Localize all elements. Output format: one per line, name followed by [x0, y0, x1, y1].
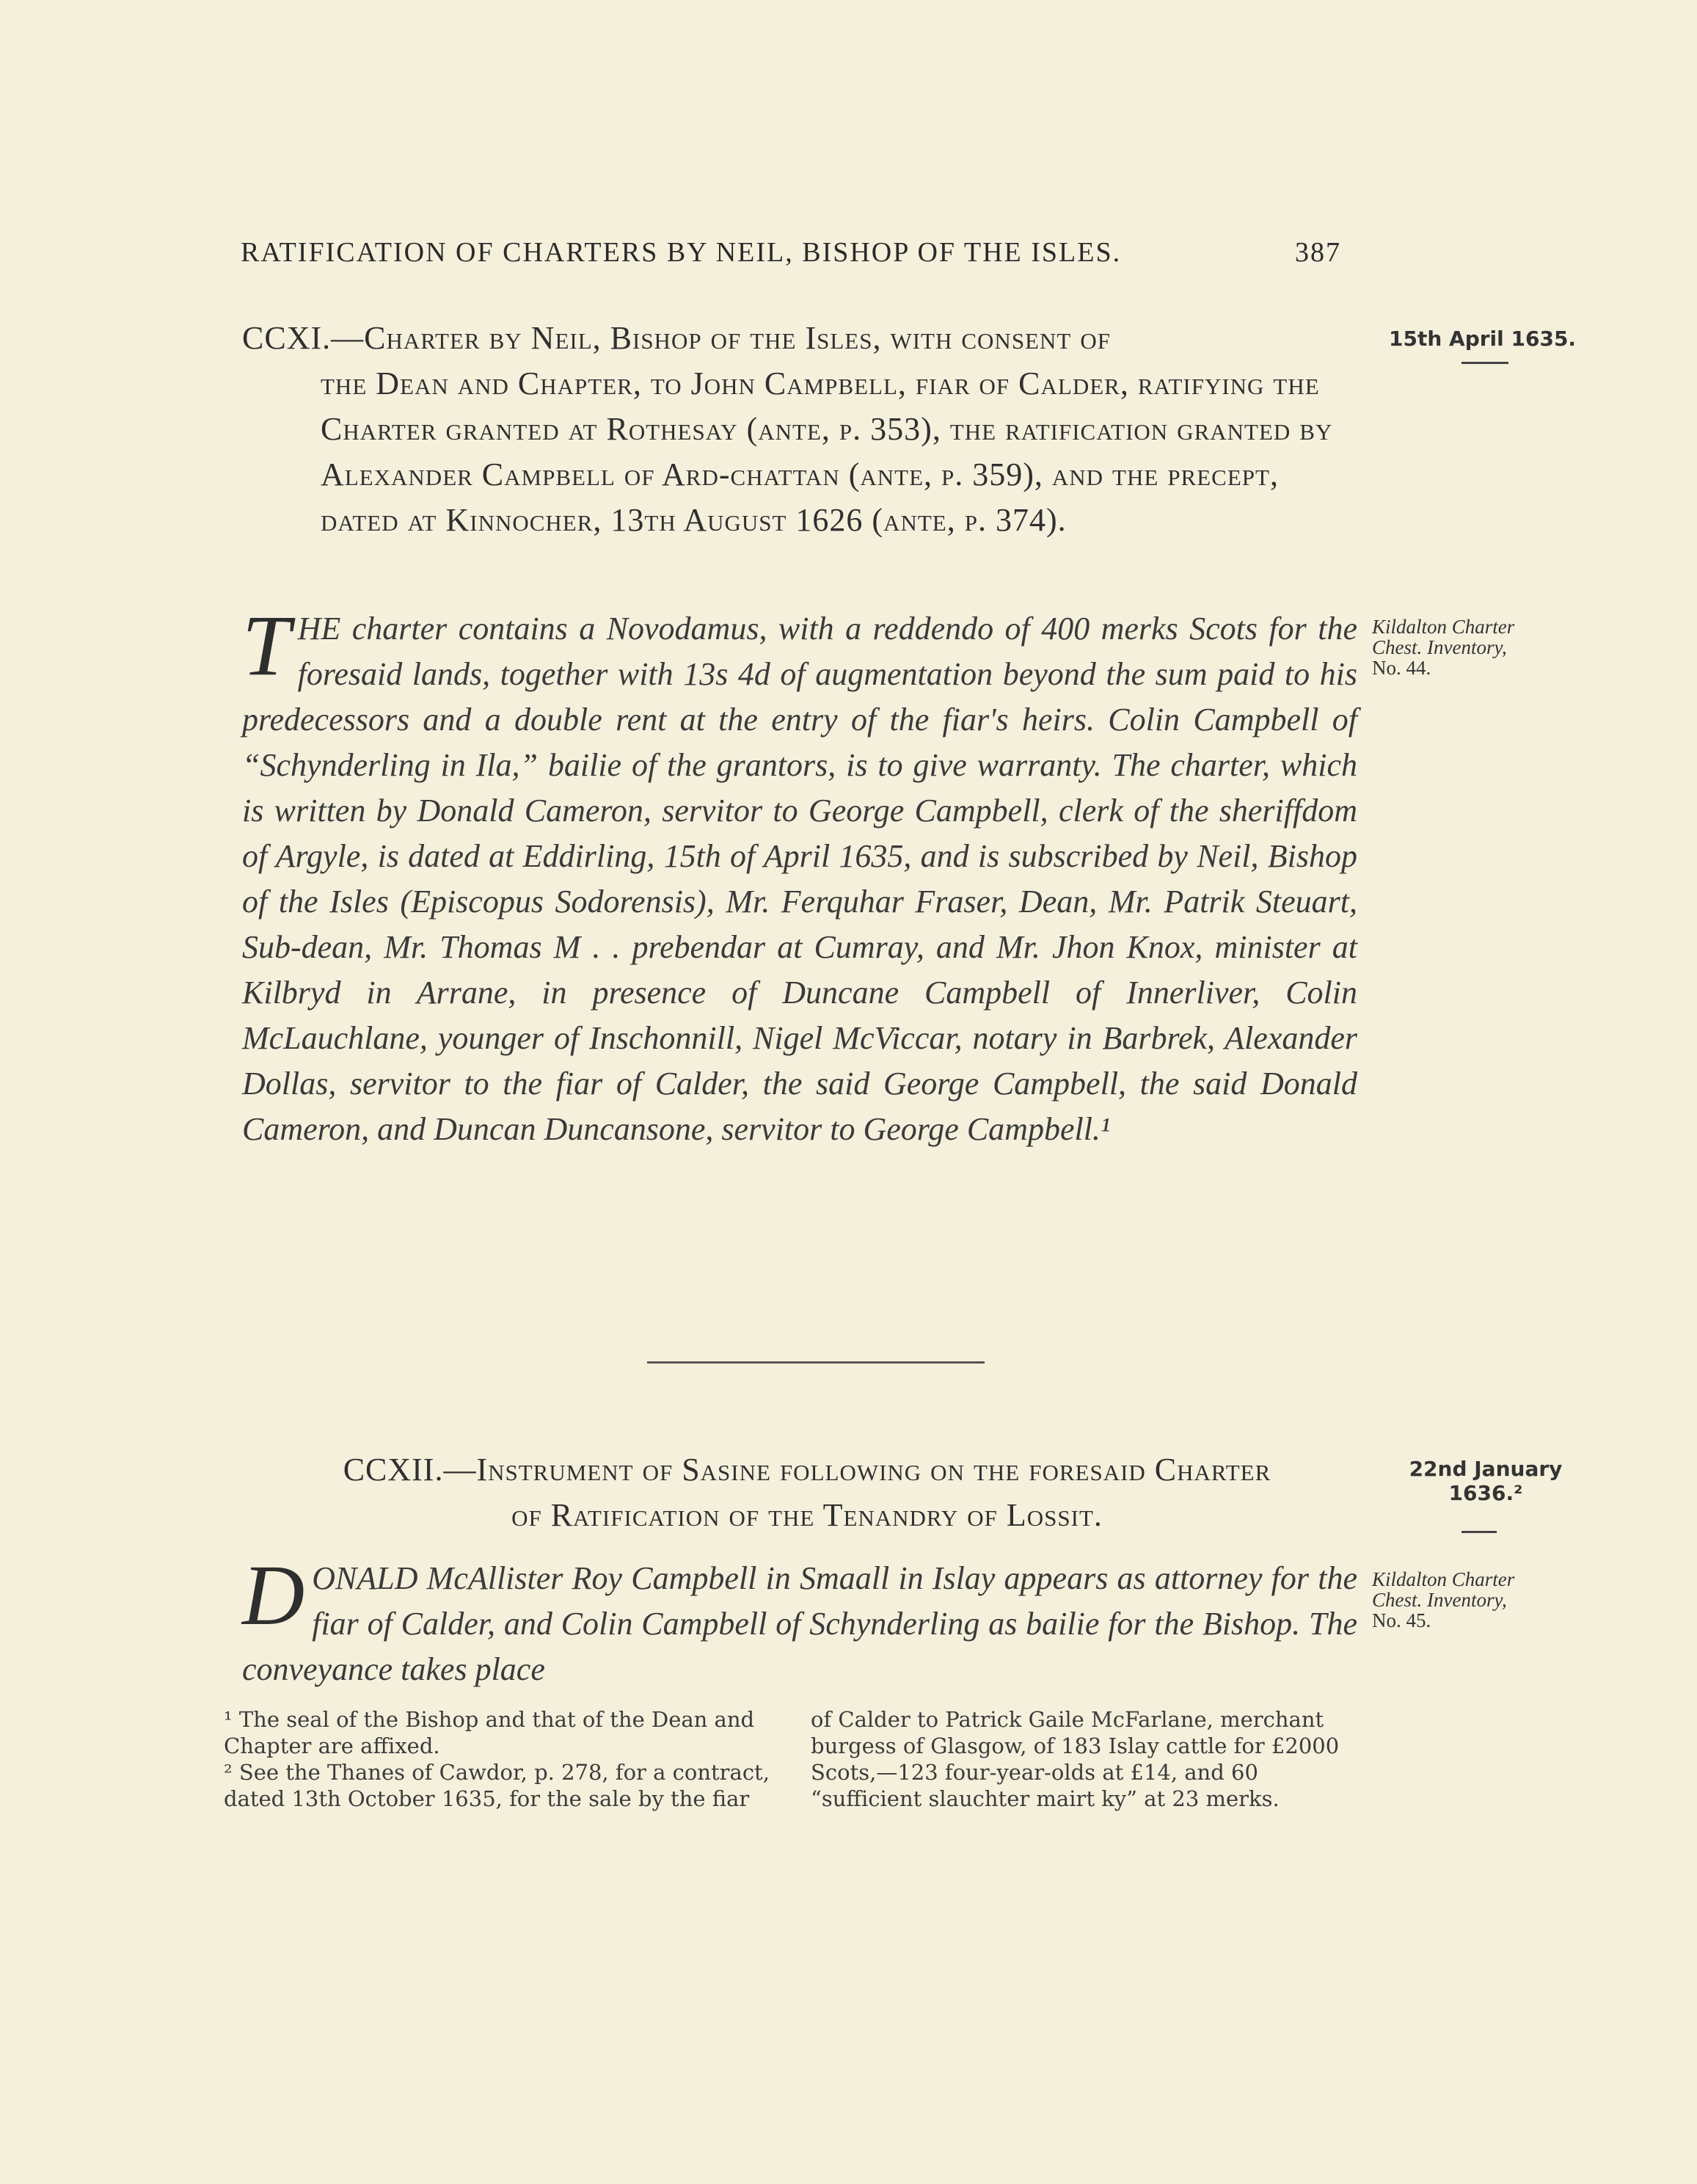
entry-ccxi-margin-ref [1372, 616, 1592, 678]
entry-ccxi-date: 15th April 1635. [1389, 327, 1577, 351]
date-rule [1461, 362, 1508, 364]
drop-cap: T [242, 597, 291, 694]
footnote-1: ¹ The seal of the Bishop and that of the Dean and Chapter are affixed. [224, 1707, 755, 1758]
entry-ccxii-text: ONALD McAllister Roy Campbell in Smaall in Islay appears as attorney for the fiar of Calder, and Colin Campbell of Schynderling as bailie for the Bishop. The conveyance takes place [242, 1560, 1357, 1687]
section-divider [647, 1361, 985, 1364]
entry-ccxii-heading [257, 1447, 1357, 1538]
margin-ref-line: No. 44. [1372, 657, 1431, 679]
footnotes-right-column [811, 1706, 1354, 1812]
entry-ccxi-text: HE charter contains a Novodamus, with a reddendo of 400 merks Scots for the foresaid lands, together with 13s 4d of augmentation beyond the sum paid to his predecessors and a double rent at the entry of the fiar's heirs. Colin Campbell of “Schynderling in Ila,” bailie of the grantors, is to give warranty. The charter, which is written by Donald Cameron, servitor to George Campbell, clerk of the sheriffdom of Argyle, is dated at Eddirling, 15th of April 1635, and is subscribed by Neil, Bishop of the Isles (Episcopus Sodorensis), Mr. Ferquhar Fraser, Dean, Mr. Patrik Steuart, Sub-dean, Mr. Thomas M . . prebendar at Cumray, and Mr. Jhon Knox, minister at Kilbryd in Arrane, in presence of Duncane Campbell of Innerliver, Colin McLauchlane, younger of Inschonnill, Nigel McViccar, notary in Barbrek, Alexander Dollas, servitor to the fiar of Calder, the said George Campbell, the said Donald Cameron, and Duncan Duncansone, servitor to George Campbell.¹ [242, 611, 1357, 1147]
footnote-2-continued: of Calder to Patrick Gaile McFarlane, merchant burgess of Glasgow, of 183 Islay cattle for £2000 Scots,—123 four-year-olds at £14, and 60 “sufficient slauchter mairt ky” at 23 merks. [811, 1707, 1340, 1811]
entry-ccxi-heading-line1: CCXI.—Charter by Neil, Bishop of the Isles, with consent of [242, 320, 1111, 356]
entry-ccxii-date-line1: 22nd January [1409, 1457, 1563, 1481]
drop-cap: D [242, 1547, 305, 1643]
entry-ccxi-body [242, 597, 1357, 1152]
entry-ccxii-body [242, 1547, 1357, 1692]
page-number: 387 [1295, 237, 1341, 268]
entry-ccxii-margin-ref [1372, 1569, 1592, 1631]
margin-ref-line: Kildalton Charter [1372, 1568, 1515, 1590]
entry-ccxii-heading-line1: CCXII.—Instrument of Sasine following on the foresaid Charter [343, 1452, 1271, 1488]
footnote-2: ² See the Thanes of Cawdor, p. 278, for a contract, dated 13th October 1635, for the sale by the fiar [224, 1760, 770, 1811]
margin-ref-line: Chest. Inventory, [1372, 636, 1507, 658]
entry-ccxi-heading-rest: the Dean and Chapter, to John Campbell, fiar of Calder, ratifying the Charter granted at Rothesay (ante, p. 353), the ratification granted by Alexander Campbell of Ard-chattan (ante, p. 359), and the precept, dated at Kinnocher, 13th August 1626 (ante, p. 374). [321, 365, 1333, 538]
margin-ref-line: Kildalton Charter [1372, 616, 1515, 638]
date-rule [1461, 1531, 1497, 1533]
entry-ccxi-heading [242, 316, 1357, 543]
entry-ccxii-date-line2: 1636.² [1448, 1481, 1523, 1505]
margin-ref-line: No. 45. [1372, 1609, 1431, 1631]
running-head-title: RATIFICATION OF CHARTERS BY NEIL, BISHOP OF THE ISLES. [241, 237, 1122, 268]
footnotes-left-column [224, 1706, 781, 1812]
entry-ccxii-date [1401, 1457, 1570, 1505]
margin-ref-line: Chest. Inventory, [1372, 1589, 1507, 1611]
entry-ccxii-heading-line2: of Ratification of the Tenandry of Lossit. [511, 1497, 1103, 1533]
